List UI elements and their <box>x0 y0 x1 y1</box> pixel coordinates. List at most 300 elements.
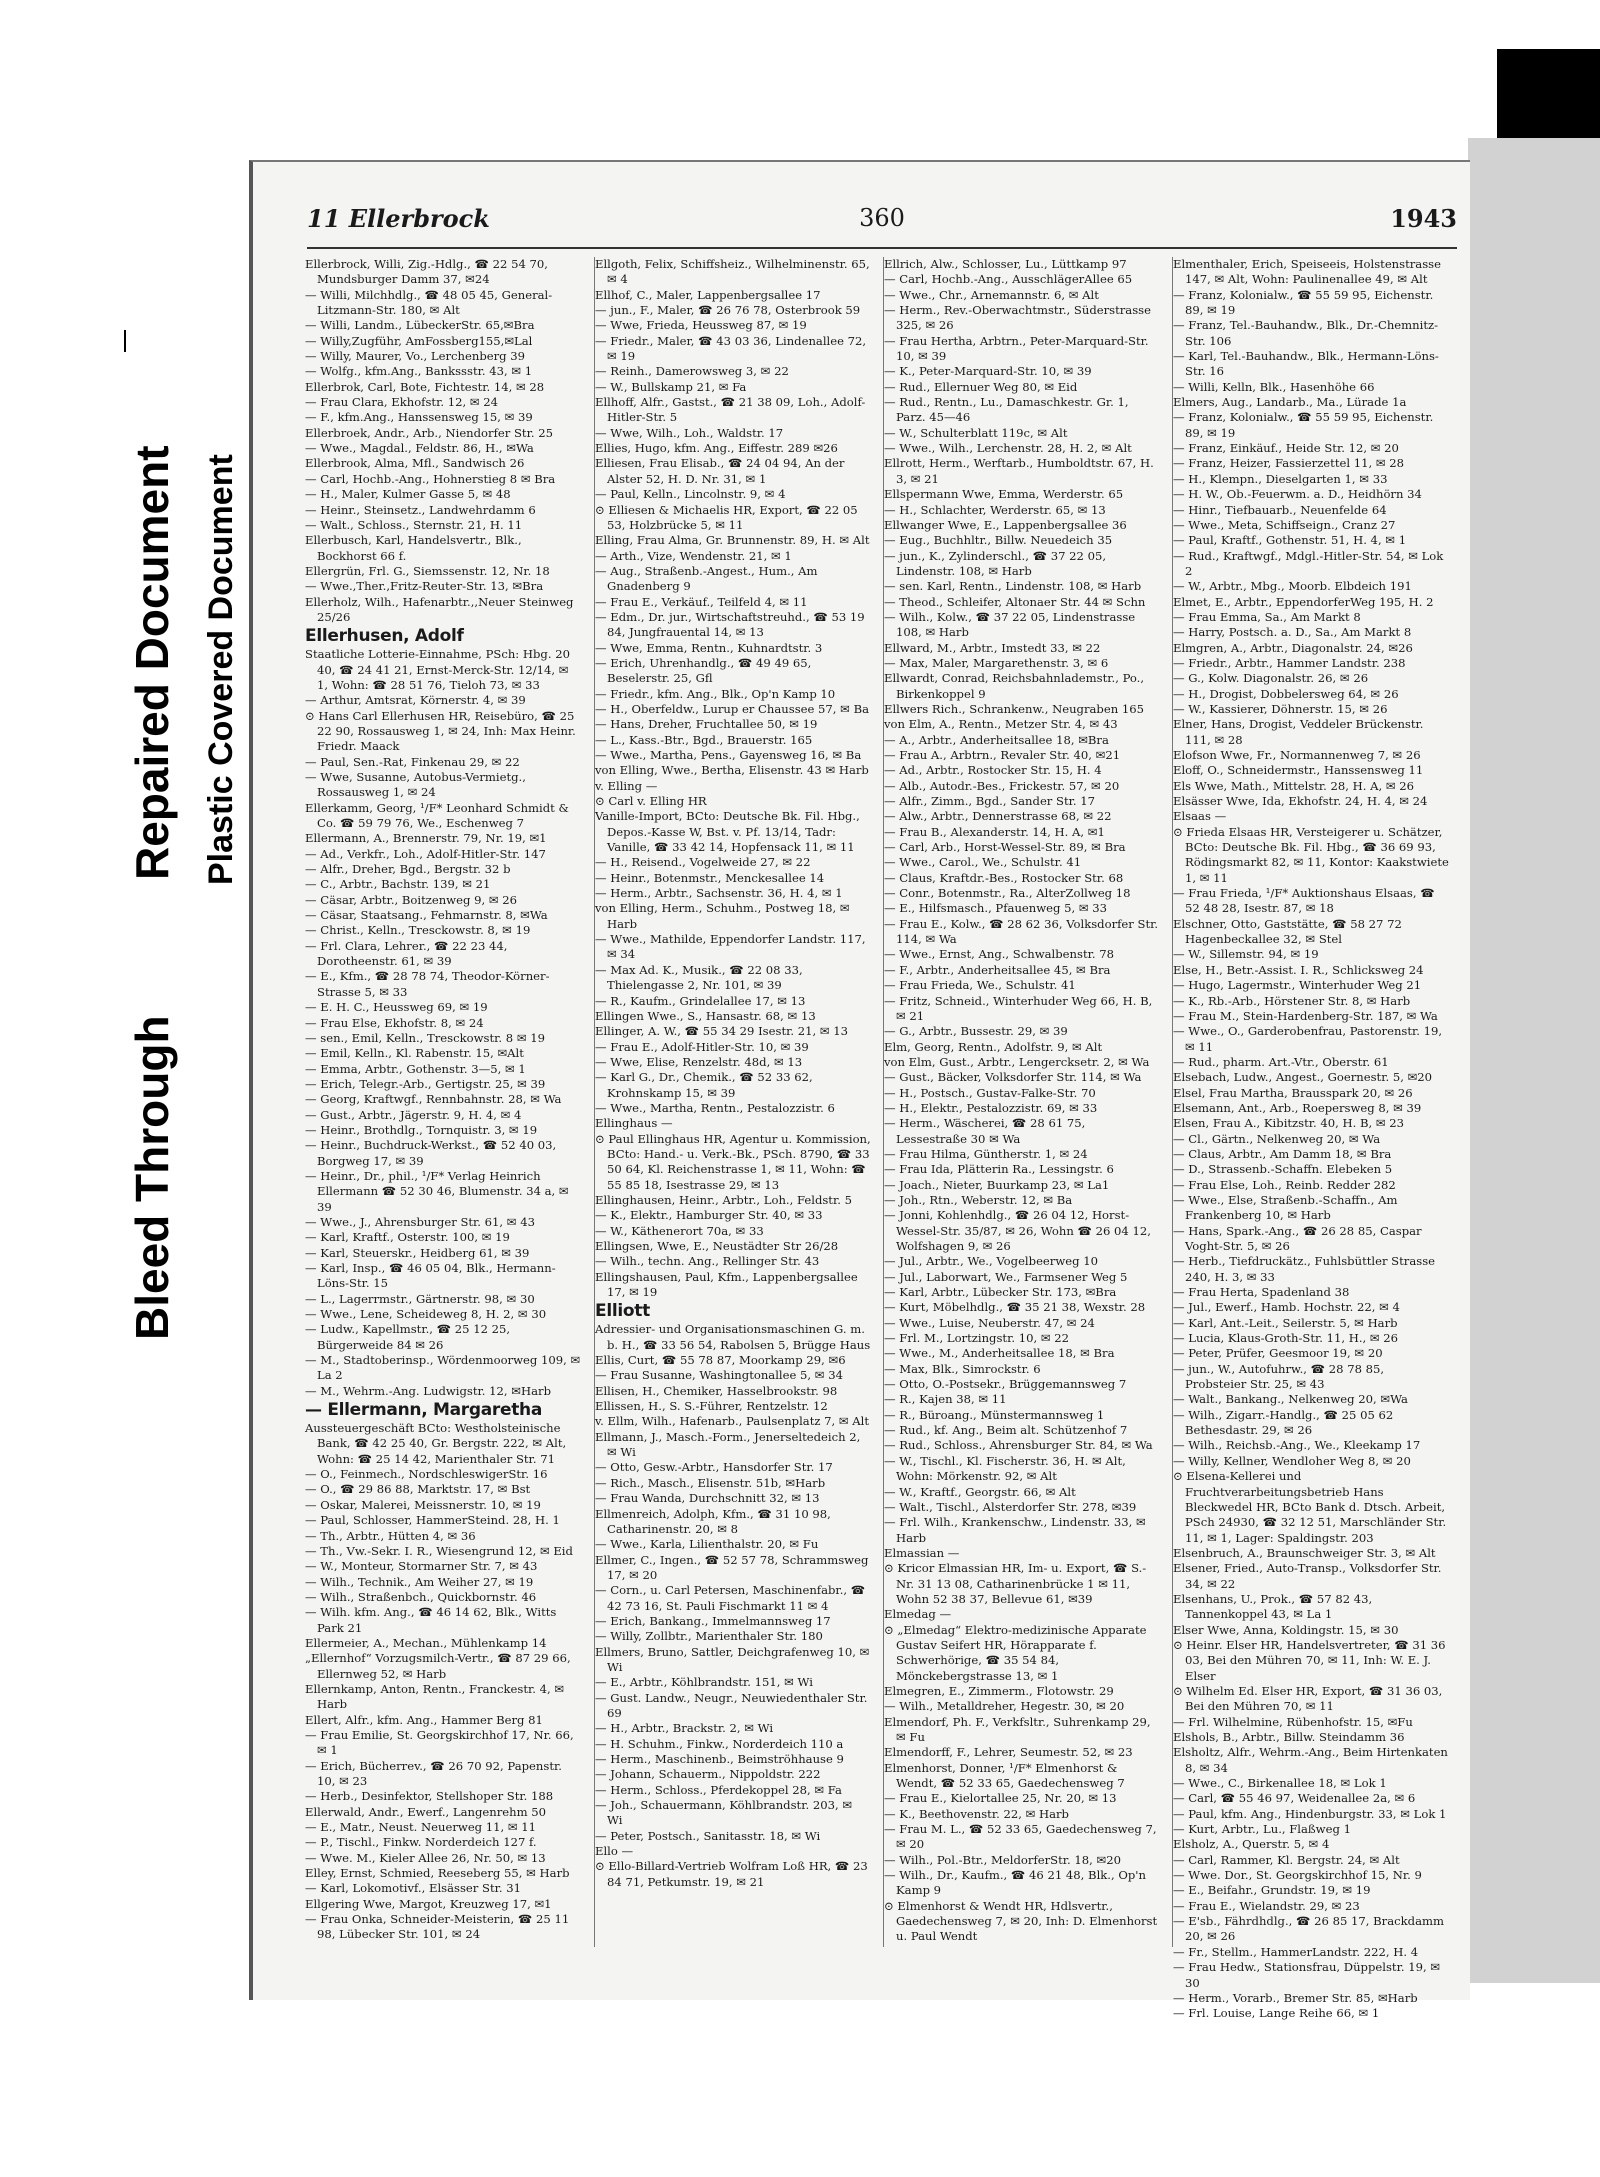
directory-entry: — Theod., Schleifer, Altonaer Str. 44 ✉ Schn <box>884 594 1146 609</box>
directory-entry: — Alfr., Zimm., Bgd., Sander Str. 17 <box>884 794 1096 809</box>
directory-entry: — H., Klempn., Dieselgarten 1, ✉ 33 <box>1173 471 1388 486</box>
directory-entry: v. Ellm, Wilh., Hafenarb., Paulsenplatz 7, ✉ Alt <box>595 1414 870 1429</box>
directory-entry: — E., Kfm., ☎ 28 78 74, Theodor-Körner-Strasse 5, ✉ 33 <box>305 969 550 999</box>
directory-entry: — L., Lagerrmstr., Gärtnerstr. 98, ✉ 30 <box>305 1291 535 1306</box>
directory-entry: — Herb., Desinfektor, Stellshoper Str. 188 <box>305 1789 554 1804</box>
directory-entry: — Karl G., Dr., Chemik., ☎ 52 33 62, Krohnskamp 15, ✉ 39 <box>595 1070 813 1100</box>
directory-entry: — K., Rb.-Arb., Hörstener Str. 8, ✉ Harb <box>1173 993 1411 1008</box>
directory-entry: — Frau Else, Ekhofstr. 8, ✉ 24 <box>305 1015 484 1030</box>
directory-entry: — Ad., Verkfr., Loh., Adolf-Hitler-Str. 147 <box>305 846 546 861</box>
directory-entry: — Aug., Straßenb.-Angest., Hum., Am Gnadenberg 9 <box>595 563 818 594</box>
directory-entry: — Heinr., Buchdruck-Werkst., ☎ 52 40 03, Borgweg 17, ✉ 39 <box>305 1138 557 1168</box>
directory-entry: — Rud., Schloss., Ahrensburger Str. 84, ✉ Wa <box>884 1438 1153 1453</box>
directory-entry: — L., Kass.-Btr., Bgd., Brauerstr. 165 <box>595 732 813 747</box>
directory-entry: Ellwers Rich., Schrankenw., Neugraben 165 <box>884 701 1144 716</box>
directory-entry: — Franz, Einkäuf., Heide Str. 12, ✉ 20 <box>1173 441 1399 456</box>
directory-entry: — Lucia, Klaus-Groth-Str. 11, H., ✉ 26 <box>1173 1331 1399 1346</box>
directory-entry: — Frau Emma, Sa., Am Markt 8 <box>1173 609 1361 624</box>
directory-entry: — Erich, Uhrenhandlg., ☎ 49 49 65, Beselerstr. 25, Gfl <box>595 655 812 686</box>
directory-entry: — Frau Hilma, Güntherstr. 1, ✉ 24 <box>884 1146 1088 1161</box>
directory-entry: — Franz, Tel.-Bauhandw., Blk., Dr.-Chemnitz-Str. 106 <box>1173 318 1439 348</box>
directory-entry: — Alfr., Dreher, Bgd., Bergstr. 32 b <box>305 862 511 877</box>
directory-entry: Ellerbroek, Andr., Arb., Niendorfer Str. 25 <box>305 425 553 440</box>
directory-entry: Ellernkamp, Anton, Rentn., Franckestr. 4, ✉ Harb <box>305 1681 565 1712</box>
directory-entry: Ello — <box>595 1844 634 1859</box>
directory-entry: — Wilh. kfm. Ang., ☎ 46 14 62, Blk., Witts Park 21 <box>305 1605 557 1635</box>
directory-entry: von Elm, A., Rentn., Metzer Str. 4, ✉ 43 <box>884 717 1118 732</box>
directory-entry: Elmassian — <box>884 1545 960 1560</box>
directory-entry: — Frau M., Stein-Hardenberg-Str. 187, ✉ Wa <box>1173 1008 1438 1023</box>
directory-entry: Ellerbrok, Carl, Bote, Fichtestr. 14, ✉ 28 <box>305 379 545 394</box>
directory-entry: — W., Sillemstr. 94, ✉ 19 <box>1173 947 1319 962</box>
directory-entry: — Max Ad. K., Musik., ☎ 22 08 33, Thielengasse 2, Nr. 101, ✉ 39 <box>595 962 803 993</box>
directory-entry: — H., Oberfeldw., Lurup er Chaussee 57, ✉ Ba <box>595 701 870 716</box>
directory-entry: — Wwe., Magdal., Feldstr. 86, H., ✉Wa <box>305 441 534 456</box>
directory-entry: — W., Kraftf., Georgstr. 66, ✉ Alt <box>884 1484 1076 1499</box>
directory-entry: — Heinr., Dr., phil., ¹/F* Verlag Heinrich Ellermann ☎ 52 30 46, Blumenstr. 34 a, ✉ 39 <box>305 1168 569 1214</box>
directory-entry: Ellingsen, Wwe, E., Neustädter Str 26/28 <box>595 1239 839 1253</box>
directory-entry: — sen. Karl, Rentn., Lindenstr. 108, ✉ Harb <box>884 579 1142 594</box>
directory-entry: — Th., Arbtr., Hütten 4, ✉ 36 <box>305 1528 476 1543</box>
directory-entry: Adressier- und Organisationsmaschinen G. m. b. H., ☎ 33 56 54, Rabolsen 5, Brügge Haus <box>595 1322 871 1352</box>
directory-entry: — jun., K., Zylinderschl., ☎ 37 22 05, Lindenstr. 108, ✉ Harb <box>884 548 1107 578</box>
directory-entry: — Wwe., Martha, Rentn., Pestalozzistr. 6 <box>595 1100 835 1115</box>
directory-entry: — Wwe, Wilh., Loh., Waldstr. 17 <box>595 425 784 440</box>
directory-entry: — Kurt, Möbelhdlg., ☎ 35 21 38, Wexstr. 28 <box>884 1300 1146 1315</box>
directory-entry: — Wwe., Carol., We., Schulstr. 41 <box>884 855 1082 870</box>
directory-entry: Ellisen, H., Chemiker, Hasselbrookstr. 98 <box>595 1383 838 1398</box>
directory-entry: Ellmann, J., Masch.-Form., Jenerseltedeich 2, ✉ Wi <box>595 1429 861 1460</box>
directory-entry: — Willi, Milchhdlg., ☎ 48 05 45, General-Litzmann-Str. 180, ✉ Alt <box>305 287 553 318</box>
directory-entry: — Frau E., Kolw., ☎ 28 62 36, Volksdorfer Str. 114, ✉ Wa <box>884 916 1159 947</box>
directory-entry: — Peter, Postsch., Sanitasstr. 18, ✉ Wi <box>595 1828 821 1843</box>
directory-entry: — Wwe., Martha, Pens., Gayensweg 16, ✉ Ba <box>595 748 862 762</box>
directory-entry: Elm, Georg, Rentn., Adolfstr. 9, ✉ Alt <box>884 1039 1103 1054</box>
directory-entry: — Joh., Rtn., Weberstr. 12, ✉ Ba <box>884 1192 1073 1207</box>
scanner-black-corner <box>1497 49 1600 141</box>
directory-entry: — E., Arbtr., Köhlbrandstr. 151, ✉ Wi <box>595 1675 813 1690</box>
directory-entry: — H. W., Ob.-Feuerwm. a. D., Heidhörn 34 <box>1173 487 1422 502</box>
directory-entry: — Cl., Gärtn., Nelkenweg 20, ✉ Wa <box>1173 1131 1381 1146</box>
directory-column-2 <box>594 257 871 1947</box>
directory-entry: — Franz, Kolonialw., ☎ 55 59 95, Eichenstr. 89, ✉ 19 <box>1173 410 1434 440</box>
header-rule <box>307 247 1457 249</box>
directory-entry: — R., Kajen 38, ✉ 11 <box>884 1392 1007 1407</box>
directory-entry: — Wilh., Technik., Am Weiher 27, ✉ 19 <box>305 1574 534 1589</box>
directory-entry: — Jul., Arbtr., We., Vogelbeerweg 10 <box>884 1254 1098 1269</box>
directory-entry: — Reinh., Damerowsweg 3, ✉ 22 <box>595 364 789 379</box>
directory-entry: — Carl, Hochb.-Ang., AusschlägerAllee 65 <box>884 272 1133 287</box>
directory-entry: — jun., F., Maler, ☎ 26 76 78, Osterbrook 59 <box>595 303 861 318</box>
directory-entry: — Frau Emilie, St. Georgskirchhof 17, Nr. 66, ✉ 1 <box>305 1727 574 1758</box>
directory-entry: — E., Beifahr., Grundstr. 19, ✉ 19 <box>1173 1883 1371 1898</box>
directory-entry: — Claus, Kraftdr.-Bes., Rostocker Str. 68 <box>884 870 1124 885</box>
directory-entry: — Franz, Kolonialw., ☎ 55 59 95, Eichenstr. 89, ✉ 19 <box>1173 287 1434 318</box>
directory-entry: — Wilh., Reichsb.-Ang., We., Kleekamp 17 <box>1173 1438 1421 1453</box>
directory-entry: — Frau Onka, Schneider-Meisterin, ☎ 25 11 98, Lübecker Str. 101, ✉ 24 <box>305 1912 570 1942</box>
directory-entry: Elsel, Frau Martha, Brausspark 20, ✉ 26 <box>1173 1085 1413 1100</box>
directory-entry: — sen., Emil, Kelln., Tresckowstr. 8 ✉ 19 <box>305 1030 545 1045</box>
directory-entry: Elsener, Fried., Auto-Transp., Volksdorfer Str. 34, ✉ 22 <box>1173 1561 1442 1591</box>
directory-entry: — Frl. Wilhelmine, Rübenhofstr. 15, ✉Fu <box>1173 1714 1413 1729</box>
directory-entry: ⊙ Carl v. Elling HR <box>595 794 707 809</box>
directory-entry: — E., Hilfsmasch., Pfauenweg 5, ✉ 33 <box>884 901 1108 916</box>
directory-entry: Elsässer Wwe, Ida, Ekhofstr. 24, H. 4, ✉ 24 <box>1173 794 1428 809</box>
directory-entry: — H., Drogist, Dobbelersweg 64, ✉ 26 <box>1173 686 1399 701</box>
directory-entry: — Frau M. L., ☎ 52 33 65, Gaedechensweg 7, ✉ 20 <box>884 1822 1157 1852</box>
directory-entry: Ellhof, C., Maler, Lappenbergsallee 17 <box>595 287 821 302</box>
directory-entry: — Carl, Arb., Horst-Wessel-Str. 89, ✉ Bra <box>884 840 1126 855</box>
directory-entry: — W., Monteur, Stormarner Str. 7, ✉ 43 <box>305 1559 538 1574</box>
page-header <box>307 204 1457 244</box>
directory-entry: — Alw., Arbtr., Dennerstrasse 68, ✉ 22 <box>884 809 1112 824</box>
directory-entry: — Wwe., Chr., Arnemannstr. 6, ✉ Alt <box>884 287 1099 302</box>
directory-entry: ⊙ Elsena-Kellerei und Fruchtverarbeitungsbetrieb Hans Bleckwedel HR, BCto Bank d. Dtsch. Arbeit, PSch 24930, ☎ 32 12 51, Marschländer Str. 11, ✉ 1, Lager: Spaldingstr. 203 <box>1173 1469 1447 1545</box>
directory-entry: — Alb., Autodr.-Bes., Frickestr. 57, ✉ 20 <box>884 778 1120 793</box>
directory-entry: Ellergrün, Frl. G., Siemssenstr. 12, Nr. 18 <box>305 563 550 578</box>
directory-entry: — Karl, Ant.-Leit., Seilerstr. 5, ✉ Harb <box>1173 1315 1398 1330</box>
directory-entry: ⊙ Elliesen & Michaelis HR, Export, ☎ 22 05 53, Holzbrücke 5, ✉ 11 <box>595 502 858 532</box>
directory-entry: — Wwe., O., Garderobenfrau, Pastorenstr. 19, ✉ 11 <box>1173 1024 1443 1054</box>
directory-entry: — Joach., Nieter, Buurkamp 23, ✉ La1 <box>884 1177 1110 1192</box>
directory-entry: — Wwe.,Ther.,Fritz-Reuter-Str. 13, ✉Bra <box>305 579 544 594</box>
directory-entry: — Erich, Bücherrev., ☎ 26 70 92, Papenstr. 10, ✉ 23 <box>305 1758 562 1788</box>
directory-entry: — Wilh., Kolw., ☎ 37 22 05, Lindenstrasse 108, ✉ Harb <box>884 609 1136 640</box>
directory-entry: — Arth., Vize, Wendenstr. 21, ✉ 1 <box>595 548 792 563</box>
directory-entry: Elling, Frau Alma, Gr. Brunnenstr. 89, H. ✉ Alt <box>595 533 870 548</box>
directory-entry: — Frau Clara, Ekhofstr. 12, ✉ 24 <box>305 395 498 410</box>
directory-entry: — Frl. M., Lortzingstr. 10, ✉ 22 <box>884 1331 1069 1346</box>
directory-entry: Staatliche Lotterie-Einnahme, PSch: Hbg. 20 40, ☎ 24 41 21, Ernst-Merck-Str. 12/14, ✉ 1, Wohn: ☎ 28 51 76, Tieloh 73, ✉ 33 <box>305 647 570 692</box>
directory-entry: — Wwe., Else, Straßenb.-Schaffn., Am Frankenberg 10, ✉ Harb <box>1173 1192 1398 1223</box>
directory-entry: Elner, Hans, Drogist, Veddeler Brückenstr. 111, ✉ 28 <box>1173 717 1424 747</box>
directory-entry: — Wilh., Zigarr.-Handlg., ☎ 25 05 62 Bethesdastr. 29, ✉ 26 <box>1173 1407 1394 1438</box>
directory-entry: — Herm., Arbtr., Sachsenstr. 36, H. 4, ✉ 1 <box>595 886 843 901</box>
directory-entry: — E'sb., Fährdhdlg., ☎ 26 85 17, Brackdamm 20, ✉ 26 <box>1173 1914 1444 1944</box>
directory-entry: Ellerhusen, Adolf <box>305 626 464 647</box>
directory-entry: — Willi, Landm., LübeckerStr. 65,✉Bra <box>305 318 535 333</box>
directory-entry: ⊙ Hans Carl Ellerhusen HR, Reisebüro, ☎ 25 22 90, Rossausweg 1, ✉ 24, Inh: Max Heinr. Friedr. Maack <box>305 708 576 754</box>
directory-entry: — Karl, Arbtr., Lübecker Str. 173, ✉Bra <box>884 1285 1117 1300</box>
directory-entry: Elmenthaler, Erich, Speiseeis, Holstenstrasse 147, ✉ Alt, Wohn: Paulinenallee 49, ✉ Alt <box>1173 257 1441 287</box>
directory-entry: Elsen, Frau A., Kibitzstr. 40, H. B, ✉ 23 <box>1173 1116 1405 1131</box>
directory-entry: — F., Arbtr., Anderheitsallee 45, ✉ Bra <box>884 962 1111 977</box>
directory-entry: Elser Wwe, Anna, Koldingstr. 15, ✉ 30 <box>1173 1622 1399 1637</box>
directory-entry: — H., Postsch., Gustav-Falke-Str. 70 <box>884 1085 1096 1100</box>
directory-entry: — Emma, Arbtr., Gothenstr. 3—5, ✉ 1 <box>305 1061 526 1076</box>
directory-entry: — Karl, Steuerskr., Heidberg 61, ✉ 39 <box>305 1245 530 1260</box>
directory-entry: von Elling, Wwe., Bertha, Elisenstr. 43 ✉ Harb <box>595 763 869 778</box>
bleed-through-label: Bleed Through <box>126 1015 178 1340</box>
directory-entry: Ellgering Wwe, Margot, Kreuzweg 17, ✉1 <box>305 1896 552 1911</box>
directory-entry: — Fr., Stellm., HammerLandstr. 222, H. 4 <box>1173 1944 1419 1959</box>
directory-entry: — Wwe., Meta, Schiffseign., Cranz 27 <box>1173 517 1396 532</box>
directory-entry: — Cäsar, Staatsang., Fehmarnstr. 8, ✉Wa <box>305 908 548 923</box>
directory-entry: — jun., W., Autofuhrw., ☎ 28 78 85, Probsteier Str. 25, ✉ 43 <box>1173 1361 1385 1392</box>
plastic-covered-label: Plastic Covered Document <box>202 454 240 885</box>
directory-entry: — Th., Vw.-Sekr. I. R., Wiesengrund 12, ✉ Eid <box>305 1543 573 1558</box>
directory-entry: — Willy, Maurer, Vo., Lerchenberg 39 <box>305 349 526 364</box>
directory-entry: — Frau Frieda, We., Schulstr. 41 <box>884 978 1076 993</box>
directory-entry: — Max, Maler, Margarethenstr. 3, ✉ 6 <box>884 655 1109 670</box>
directory-entry: Ellies, Hugo, kfm. Ang., Eiffestr. 289 ✉26 <box>595 441 838 456</box>
directory-entry: — Friedr., kfm. Ang., Blk., Op'n Kamp 10 <box>595 686 836 701</box>
directory-entry: — D., Strassenb.-Schaffn. Elebeken 5 <box>1173 1162 1393 1177</box>
directory-entry: — H., Reisend., Vogelweide 27, ✉ 22 <box>595 855 811 870</box>
directory-entry: — Frau B., Alexanderstr. 14, H. A, ✉1 <box>884 824 1105 839</box>
directory-entry: — G., Kolw. Diagonalstr. 26, ✉ 26 <box>1173 671 1369 686</box>
directory-entry: Ellinghaus — <box>595 1116 673 1131</box>
directory-entry: — H., Schlachter, Werderstr. 65, ✉ 13 <box>884 502 1106 517</box>
directory-entry: — Frau Frieda, ¹/F* Auktionshaus Elsaas, ☎ 52 48 28, Isestr. 87, ✉ 18 <box>1173 886 1435 916</box>
directory-column-1 <box>305 257 581 1947</box>
directory-entry: Elmenhorst, Donner, ¹/F* Elmenhorst & Wendt, ☎ 52 33 65, Gaedechensweg 7 <box>884 1760 1125 1791</box>
directory-entry: — Frau A., Arbtrn., Revaler Str. 40, ✉21 <box>884 748 1121 762</box>
directory-entry: ⊙ Kricor Elmassian HR, Im- u. Export, ☎ S.-Nr. 31 13 08, Catharinenbrücke 1 ✉ 11, Wohn 52 38 37, Bellevue 61, ✉39 <box>884 1561 1147 1606</box>
directory-entry: — Erich, Telegr.-Arb., Gertigstr. 25, ✉ 39 <box>305 1076 546 1091</box>
directory-entry: — Wwe, Frieda, Heussweg 87, ✉ 19 <box>595 318 807 333</box>
directory-entry: Elsholz, A., Querstr. 5, ✉ 4 <box>1173 1837 1330 1852</box>
directory-entry: — Gust., Bäcker, Volksdorfer Str. 114, ✉ Wa <box>884 1070 1142 1085</box>
directory-entry: von Elm, Gust., Arbtr., Lengercksetr. 2, ✉ Wa <box>884 1054 1150 1069</box>
directory-entry: — Rich., Masch., Elisenstr. 51b, ✉Harb <box>595 1475 826 1490</box>
directory-entry: — H., Maler, Kulmer Gasse 5, ✉ 48 <box>305 487 511 502</box>
directory-entry: — Ellermann, Margaretha <box>305 1400 542 1421</box>
directory-entry: Ellerwald, Andr., Ewerf., Langenrehm 50 <box>305 1804 547 1819</box>
directory-entry: Elsenhans, U., Prok., ☎ 57 82 43, Tannenkoppel 43, ✉ La 1 <box>1173 1591 1373 1622</box>
directory-entry: — Max, Blk., Simrockstr. 6 <box>884 1361 1041 1376</box>
directory-entry: — Otto, Gesw.-Arbtr., Hansdorfer Str. 17 <box>595 1460 833 1475</box>
directory-entry: Elschner, Otto, Gaststätte, ☎ 58 27 72 Hagenbeckallee 32, ✉ Stel <box>1173 916 1402 947</box>
directory-entry: Aussteuergeschäft BCto: Westholsteinische Bank, ☎ 42 25 40, Gr. Bergstr. 222, ✉ Alt, Wohn: ☎ 25 14 42, Marienthaler Str. 71 <box>305 1421 567 1466</box>
directory-entry: — Paul, kfm. Ang., Hindenburgstr. 33, ✉ Lok 1 <box>1173 1806 1447 1821</box>
directory-entry: Ellerbusch, Karl, Handelsvertr., Blk., Bockhorst 66 f. <box>305 533 522 563</box>
directory-entry: — Herm., Maschinenb., Beimströhhause 9 <box>595 1752 844 1766</box>
directory-entry: — Walt., Tischl., Alsterdorfer Str. 278, ✉39 <box>884 1499 1137 1514</box>
directory-entry: — Wwe, Susanne, Autobus-Vermietg., Rossausweg 1, ✉ 24 <box>305 770 526 800</box>
directory-entry: Ellert, Alfr., kfm. Ang., Hammer Berg 81 <box>305 1712 543 1727</box>
directory-entry: „Ellernhof“ Vorzugsmilch-Vertr., ☎ 87 29 66, Ellernweg 52, ✉ Harb <box>305 1651 571 1681</box>
directory-entry: — Frau E., Kielortallee 25, Nr. 20, ✉ 13 <box>884 1791 1117 1806</box>
directory-entry: — Frau Wanda, Durchschnitt 32, ✉ 13 <box>595 1491 820 1506</box>
directory-entry: Elliott <box>595 1301 650 1322</box>
directory-entry: Elmers, Aug., Landarb., Ma., Lürade 1a <box>1173 395 1407 410</box>
directory-entry: Elsemann, Ant., Arb., Roepersweg 8, ✉ 39 <box>1173 1100 1422 1115</box>
directory-entry: — Wwe, Emma, Rentn., Kuhnardtstr. 3 <box>595 640 823 655</box>
directory-entry: — W., Schulterblatt 119c, ✉ Alt <box>884 425 1068 440</box>
directory-entry: — Frau E., Verkäuf., Teilfeld 4, ✉ 11 <box>595 594 808 609</box>
directory-page <box>249 160 1470 2021</box>
directory-entry: — Hugo, Lagermstr., Winterhuder Weg 21 <box>1173 978 1422 993</box>
directory-entry: — Wwe, Elise, Renzelstr. 48d, ✉ 13 <box>595 1054 803 1069</box>
directory-entry: — Harry, Postsch. a. D., Sa., Am Markt 8 <box>1173 625 1412 640</box>
directory-entry: — Wilh., Dr., Kaufm., ☎ 46 21 48, Blk., Op'n Kamp 9 <box>884 1868 1146 1898</box>
directory-entry: Ellhoff, Alfr., Gastst., ☎ 21 38 09, Loh., Adolf-Hitler-Str. 5 <box>595 395 866 425</box>
directory-entry: — Heinr., Brothdlg., Tornquistr. 3, ✉ 19 <box>305 1122 538 1137</box>
directory-entry: — Wwe., Luise, Neuberstr. 47, ✉ 24 <box>884 1315 1095 1330</box>
directory-entry: — Karl, Lokomotivf., Elsässer Str. 31 <box>305 1881 521 1896</box>
directory-entry: — Johann, Schauerm., Nippoldstr. 222 <box>595 1767 821 1782</box>
directory-entry: — A., Arbtr., Anderheitsallee 18, ✉Bra <box>884 732 1109 747</box>
directory-entry: ⊙ Heinr. Elser HR, Handelsvertreter, ☎ 31 36 03, Bei den Mühren 70, ✉ 11, Inh: W. E. J. Elser <box>1173 1637 1446 1683</box>
directory-entry: Elsholtz, Alfr., Wehrm.-Ang., Beim Hirtenkaten 8, ✉ 34 <box>1173 1745 1448 1775</box>
directory-column-4 <box>1172 257 1449 2021</box>
directory-entry: Elmegren, E., Zimmerm., Flotowstr. 29 <box>884 1683 1114 1698</box>
directory-entry: — Heinr., Steinsetz., Landwehrdamm 6 <box>305 502 536 517</box>
directory-entry: — Walt., Schloss., Sternstr. 21, H. 11 <box>305 517 523 532</box>
directory-entry: — H. Schuhm., Finkw., Norderdeich 110 a <box>595 1736 844 1751</box>
directory-entry: — Willi, Kelln, Blk., Hasenhöhe 66 <box>1173 379 1375 394</box>
directory-entry: — Georg, Kraftwgf., Rennbahnstr. 28, ✉ Wa <box>305 1092 562 1107</box>
directory-entry: — Heinr., Botenmstr., Menckesallee 14 <box>595 870 825 885</box>
directory-entry: Elshols, B., Arbtr., Billw. Steindamm 36 <box>1173 1730 1405 1744</box>
directory-entry: — Erich, Bankang., Immelmannsweg 17 <box>595 1613 831 1628</box>
directory-entry: — Jonni, Kohlenhdlg., ☎ 26 04 12, Horst-Wessel-Str. 35/87, ✉ 26, Wohn ☎ 26 04 12, Wolfshagen 9, ✉ 26 <box>884 1208 1151 1253</box>
directory-entry: — Arthur, Amtsrat, Körnerstr. 4, ✉ 39 <box>305 693 526 708</box>
directory-entry: — Frau Herta, Spadenland 38 <box>1173 1285 1350 1300</box>
directory-entry: — Paul, Schlosser, HammerSteind. 28, H. 1 <box>305 1513 560 1528</box>
directory-entry: — Kurt, Arbtr., Lu., Flaßweg 1 <box>1173 1822 1351 1837</box>
directory-entry: Ellward, M., Arbtr., Imstedt 33, ✉ 22 <box>884 640 1101 655</box>
directory-entry: — Ludw., Kapellmstr., ☎ 25 12 25, Bürgerweide 84 ✉ 26 <box>305 1322 511 1352</box>
directory-entry: — G., Arbtr., Bussestr. 29, ✉ 39 <box>884 1024 1068 1039</box>
directory-entry: Elmendorf, Ph. F., Verkfsltr., Suhrenkamp 29, ✉ Fu <box>884 1714 1151 1744</box>
directory-entry: — Wilh., Straßenbch., Quickbornstr. 46 <box>305 1589 537 1604</box>
directory-entry: Elmedag — <box>884 1607 952 1622</box>
directory-entry: — Herm., Wäscherei, ☎ 28 61 75, Lessestraße 30 ✉ Wa <box>884 1116 1086 1146</box>
directory-entry: — Frau Susanne, Washingtonallee 5, ✉ 34 <box>595 1368 843 1383</box>
directory-entry: — Wwe., J., Ahrensburger Str. 61, ✉ 43 <box>305 1214 535 1229</box>
directory-entry: — Rud., kf. Ang., Beim alt. Schützenhof 7 <box>884 1423 1128 1438</box>
directory-entry: — Peter, Prüfer, Geesmoor 19, ✉ 20 <box>1173 1346 1383 1361</box>
directory-entry: — Otto, O.-Postsekr., Brüggemannsweg 7 <box>884 1377 1127 1392</box>
directory-entry: — Jul., Laborwart, We., Farmsener Weg 5 <box>884 1269 1128 1284</box>
directory-entry: — Frau Hedw., Stationsfrau, Düppelstr. 19, ✉ 30 <box>1173 1960 1441 1990</box>
directory-entry: Elsebach, Ludw., Angest., Goernestr. 5, ✉20 <box>1173 1070 1433 1085</box>
directory-entry: — Joh., Schauermann, Köhlbrandstr. 203, ✉ Wi <box>595 1798 853 1828</box>
directory-entry: — Conr., Botenmstr., Ra., AlterZollweg 18 <box>884 886 1131 901</box>
directory-entry: — Rud., Rentn., Lu., Damaschkestr. Gr. 1, Parz. 45—46 <box>884 395 1129 425</box>
directory-entry: — Edm., Dr. jur., Wirtschaftstreuhd., ☎ 53 19 84, Jungfrauental 14, ✉ 13 <box>595 609 865 640</box>
directory-entry: Ellinger, A. W., ☎ 55 34 29 Isestr. 21, ✉ 13 <box>595 1024 849 1039</box>
directory-entry: Ellermeier, A., Mechan., Mühlenkamp 14 <box>305 1635 547 1650</box>
directory-entry: — Paul, Kelln., Lincolnstr. 9, ✉ 4 <box>595 487 786 502</box>
directory-entry: Else, H., Betr.-Assist. I. R., Schlicksweg 24 <box>1173 962 1424 977</box>
directory-entry: — Rud., Ellernuer Weg 80, ✉ Eid <box>884 379 1078 394</box>
directory-entry: — Friedr., Maler, ☎ 43 03 36, Lindenallee 72, ✉ 19 <box>595 333 867 364</box>
directory-entry: — Wwe., Wilh., Lerchenstr. 28, H. 2, ✉ Alt <box>884 441 1132 456</box>
directory-entry: ⊙ Elmenhorst & Wendt HR, Hdlsvertr., Gaedechensweg 7, ✉ 20, Inh: D. Elmenhorst u. Paul Wendt <box>884 1898 1158 1944</box>
directory-entry: Eloff, O., Schneidermstr., Hanssensweg 11 <box>1173 763 1424 778</box>
directory-entry: — Wwe. Dor., St. Georgskirchhof 15, Nr. 9 <box>1173 1868 1422 1883</box>
directory-entry: — Christ., Kelln., Tresckowstr. 8, ✉ 19 <box>305 923 531 938</box>
directory-entry: Ellmers, Bruno, Sattler, Deichgrafenweg 10, ✉ Wi <box>595 1644 870 1674</box>
directory-entry: Ellwanger Wwe, E., Lappenbergsallee 36 <box>884 517 1127 532</box>
directory-entry: — K., Beethovenstr. 22, ✉ Harb <box>884 1806 1069 1821</box>
directory-entry: — Wwe., M., Anderheitsallee 18, ✉ Bra <box>884 1346 1115 1361</box>
directory-entry: Ellinghausen, Heinr., Arbtr., Loh., Feldstr. 5 <box>595 1192 852 1207</box>
directory-entry: — Carl, Rammer, Kl. Bergstr. 24, ✉ Alt <box>1173 1852 1400 1867</box>
directory-entry: — Carl, Hochb.-Ang., Hohnerstieg 8 ✉ Bra <box>305 471 556 486</box>
margin-tick <box>124 330 126 352</box>
directory-entry: — O., Feinmech., NordschleswigerStr. 16 <box>305 1467 548 1482</box>
directory-entry: — Wilh., Pol.-Btr., MeldorferStr. 18, ✉20 <box>884 1852 1121 1867</box>
directory-entry: Elley, Ernst, Schmied, Reeseberg 55, ✉ Harb <box>305 1866 570 1881</box>
directory-entry: Ellissen, H., S. S.-Führer, Rentzelstr. 12 <box>595 1399 828 1414</box>
directory-entry: Ellwardt, Conrad, Reichsbahnlademstr., Po., Birkenkoppel 9 <box>884 671 1145 701</box>
directory-entry: — Herb., Tiefdruckätz., Fuhlsbüttler Strasse 240, H. 3, ✉ 33 <box>1173 1254 1436 1284</box>
directory-entry: — O., ☎ 29 86 88, Marktstr. 17, ✉ Bst <box>305 1482 531 1497</box>
directory-entry: — Frl. Wilh., Krankenschw., Lindenstr. 33, ✉ Harb <box>884 1515 1146 1545</box>
directory-entry: — W., Arbtr., Mbg., Moorb. Elbdeich 191 <box>1173 579 1412 594</box>
directory-entry: Els Wwe, Math., Mittelstr. 28, H. A, ✉ 26 <box>1173 778 1415 793</box>
directory-entry: — Karl, Insp., ☎ 46 05 04, Blk., Hermann-Löns-Str. 15 <box>305 1261 556 1291</box>
directory-entry: Ellrott, Herm., Werftarb., Humboldtstr. 67, H. 3, ✉ 21 <box>884 456 1154 486</box>
directory-entry: Ellmer, C., Ingen., ☎ 52 57 78, Schrammsweg 17, ✉ 20 <box>595 1552 869 1582</box>
directory-entry: — Wwe., Mathilde, Eppendorfer Landstr. 117, ✉ 34 <box>595 932 866 962</box>
directory-entry: — Fritz, Schneid., Winterhuder Weg 66, H. B, ✉ 21 <box>884 993 1153 1023</box>
directory-entry: — Paul, Sen.-Rat, Finkenau 29, ✉ 22 <box>305 754 520 769</box>
directory-entry: — K., Elektr., Hamburger Str. 40, ✉ 33 <box>595 1208 823 1223</box>
directory-entry: — Willy, Kellner, Wendloher Weg 8, ✉ 20 <box>1173 1453 1411 1468</box>
directory-entry: Elmet, E., Arbtr., EppendorferWeg 195, H. 2 <box>1173 594 1434 609</box>
directory-entry: Elliesen, Frau Elisab., ☎ 24 04 94, An der Alster 52, H. D. Nr. 31, ✉ 1 <box>595 456 845 486</box>
directory-entry: — Karl, Kraftf., Osterstr. 100, ✉ 19 <box>305 1230 510 1245</box>
directory-entry: — Frau Hertha, Arbtrn., Peter-Marquard-Str. 10, ✉ 39 <box>884 333 1149 364</box>
directory-entry: — Herm., Schloss., Pferdekoppel 28, ✉ Fa <box>595 1782 842 1797</box>
directory-entry: — M., Wehrm.-Ang. Ludwigstr. 12, ✉Harb <box>305 1383 551 1398</box>
directory-entry: — E., Matr., Neust. Neuerweg 11, ✉ 11 <box>305 1820 537 1835</box>
directory-entry: — R., Kaufm., Grindelallee 17, ✉ 13 <box>595 993 806 1008</box>
directory-entry: — Hans, Dreher, Fruchtallee 50, ✉ 19 <box>595 717 818 732</box>
directory-entry: Elsaas — <box>1173 809 1227 824</box>
directory-entry: — W., Bullskamp 21, ✉ Fa <box>595 379 747 394</box>
directory-entry: — Carl, ☎ 55 46 97, Weidenallee 2a, ✉ 6 <box>1173 1791 1416 1806</box>
directory-entry: — C., Arbtr., Bachstr. 139, ✉ 21 <box>305 877 491 892</box>
directory-entry: Elmendorff, F., Lehrer, Seumestr. 52, ✉ 23 <box>884 1745 1133 1760</box>
directory-entry: — F., kfm.Ang., Hanssensweg 15, ✉ 39 <box>305 410 533 425</box>
directory-entry: — Rud., pharm. Art.-Vtr., Oberstr. 61 <box>1173 1054 1389 1069</box>
directory-entry: Elsenbruch, A., Braunschweiger Str. 3, ✉ Alt <box>1173 1545 1436 1560</box>
directory-entry: ⊙ Wilhelm Ed. Elser HR, Export, ☎ 31 36 03, Bei den Mühren 70, ✉ 11 <box>1173 1683 1443 1714</box>
directory-entry: — Hans, Spark.-Ang., ☎ 26 28 85, Caspar Voght-Str. 5, ✉ 26 <box>1173 1223 1422 1253</box>
directory-entry: — Cäsar, Arbtr., Boitzenweg 9, ✉ 26 <box>305 892 517 907</box>
directory-entry: — Herm., Rev.-Oberwachtmstr., Süderstrasse 325, ✉ 26 <box>884 303 1151 333</box>
directory-entry: Ellmenreich, Adolph, Kfm., ☎ 31 10 98, Catharinenstr. 20, ✉ 8 <box>595 1506 831 1536</box>
directory-entry: Ellingshausen, Paul, Kfm., Lappenbergsallee 17, ✉ 19 <box>595 1269 858 1300</box>
directory-entry: — Gust. Landw., Neugr., Neuwiedenthaler Str. 69 <box>595 1690 868 1720</box>
directory-entry: — Herm., Vorarb., Bremer Str. 85, ✉Harb <box>1173 1990 1418 2005</box>
directory-entry: — W., Tischl., Kl. Fischerstr. 36, H. ✉ Alt, Wohn: Mörkenstr. 92, ✉ Alt <box>884 1453 1126 1484</box>
page-number: 360 <box>859 204 905 232</box>
directory-entry: Elmgren, A., Arbtr., Diagonalstr. 24, ✉26 <box>1173 640 1413 655</box>
directory-entry: — Oskar, Malerei, Meissnerstr. 10, ✉ 19 <box>305 1497 541 1512</box>
directory-entry: — Wwe. M., Kieler Allee 26, Nr. 50, ✉ 13 <box>305 1850 546 1865</box>
directory-entry: Ellis, Curt, ☎ 55 78 87, Moorkamp 29, ✉6 <box>595 1353 846 1368</box>
directory-entry: — Friedr., Arbtr., Hammer Landstr. 238 <box>1173 655 1406 670</box>
directory-entry: — Wwe., Lene, Scheideweg 8, H. 2, ✉ 30 <box>305 1307 547 1322</box>
directory-entry: — Franz, Heizer, Fassierzettel 11, ✉ 28 <box>1173 456 1405 471</box>
directory-entry: — Gust., Arbtr., Jägerstr. 9, H. 4, ✉ 4 <box>305 1107 522 1122</box>
directory-entry: Ellspermann Wwe, Emma, Werderstr. 65 <box>884 487 1124 502</box>
directory-entry: — Frl. Clara, Lehrer., ☎ 22 23 44, Dorotheenstr. 61, ✉ 39 <box>305 938 508 969</box>
directory-entry: Ellerholz, Wilh., Hafenarbtr.,,Neuer Steinweg 25/26 <box>305 594 574 624</box>
directory-entry: — Willy,Zugführ, AmFossberg155,✉Lal <box>305 333 533 348</box>
repaired-document-label: Repaired Document <box>126 445 178 880</box>
directory-entry: Ellerbrock, Willi, Zig.-Hdlg., ☎ 22 54 70, Mundsburger Damm 37, ✉24 <box>305 257 548 287</box>
directory-entry: — Hinr., Tiefbauarb., Neuenfelde 64 <box>1173 502 1387 517</box>
directory-entry: — Willy, Zollbtr., Marienthaler Str. 180 <box>595 1629 823 1644</box>
